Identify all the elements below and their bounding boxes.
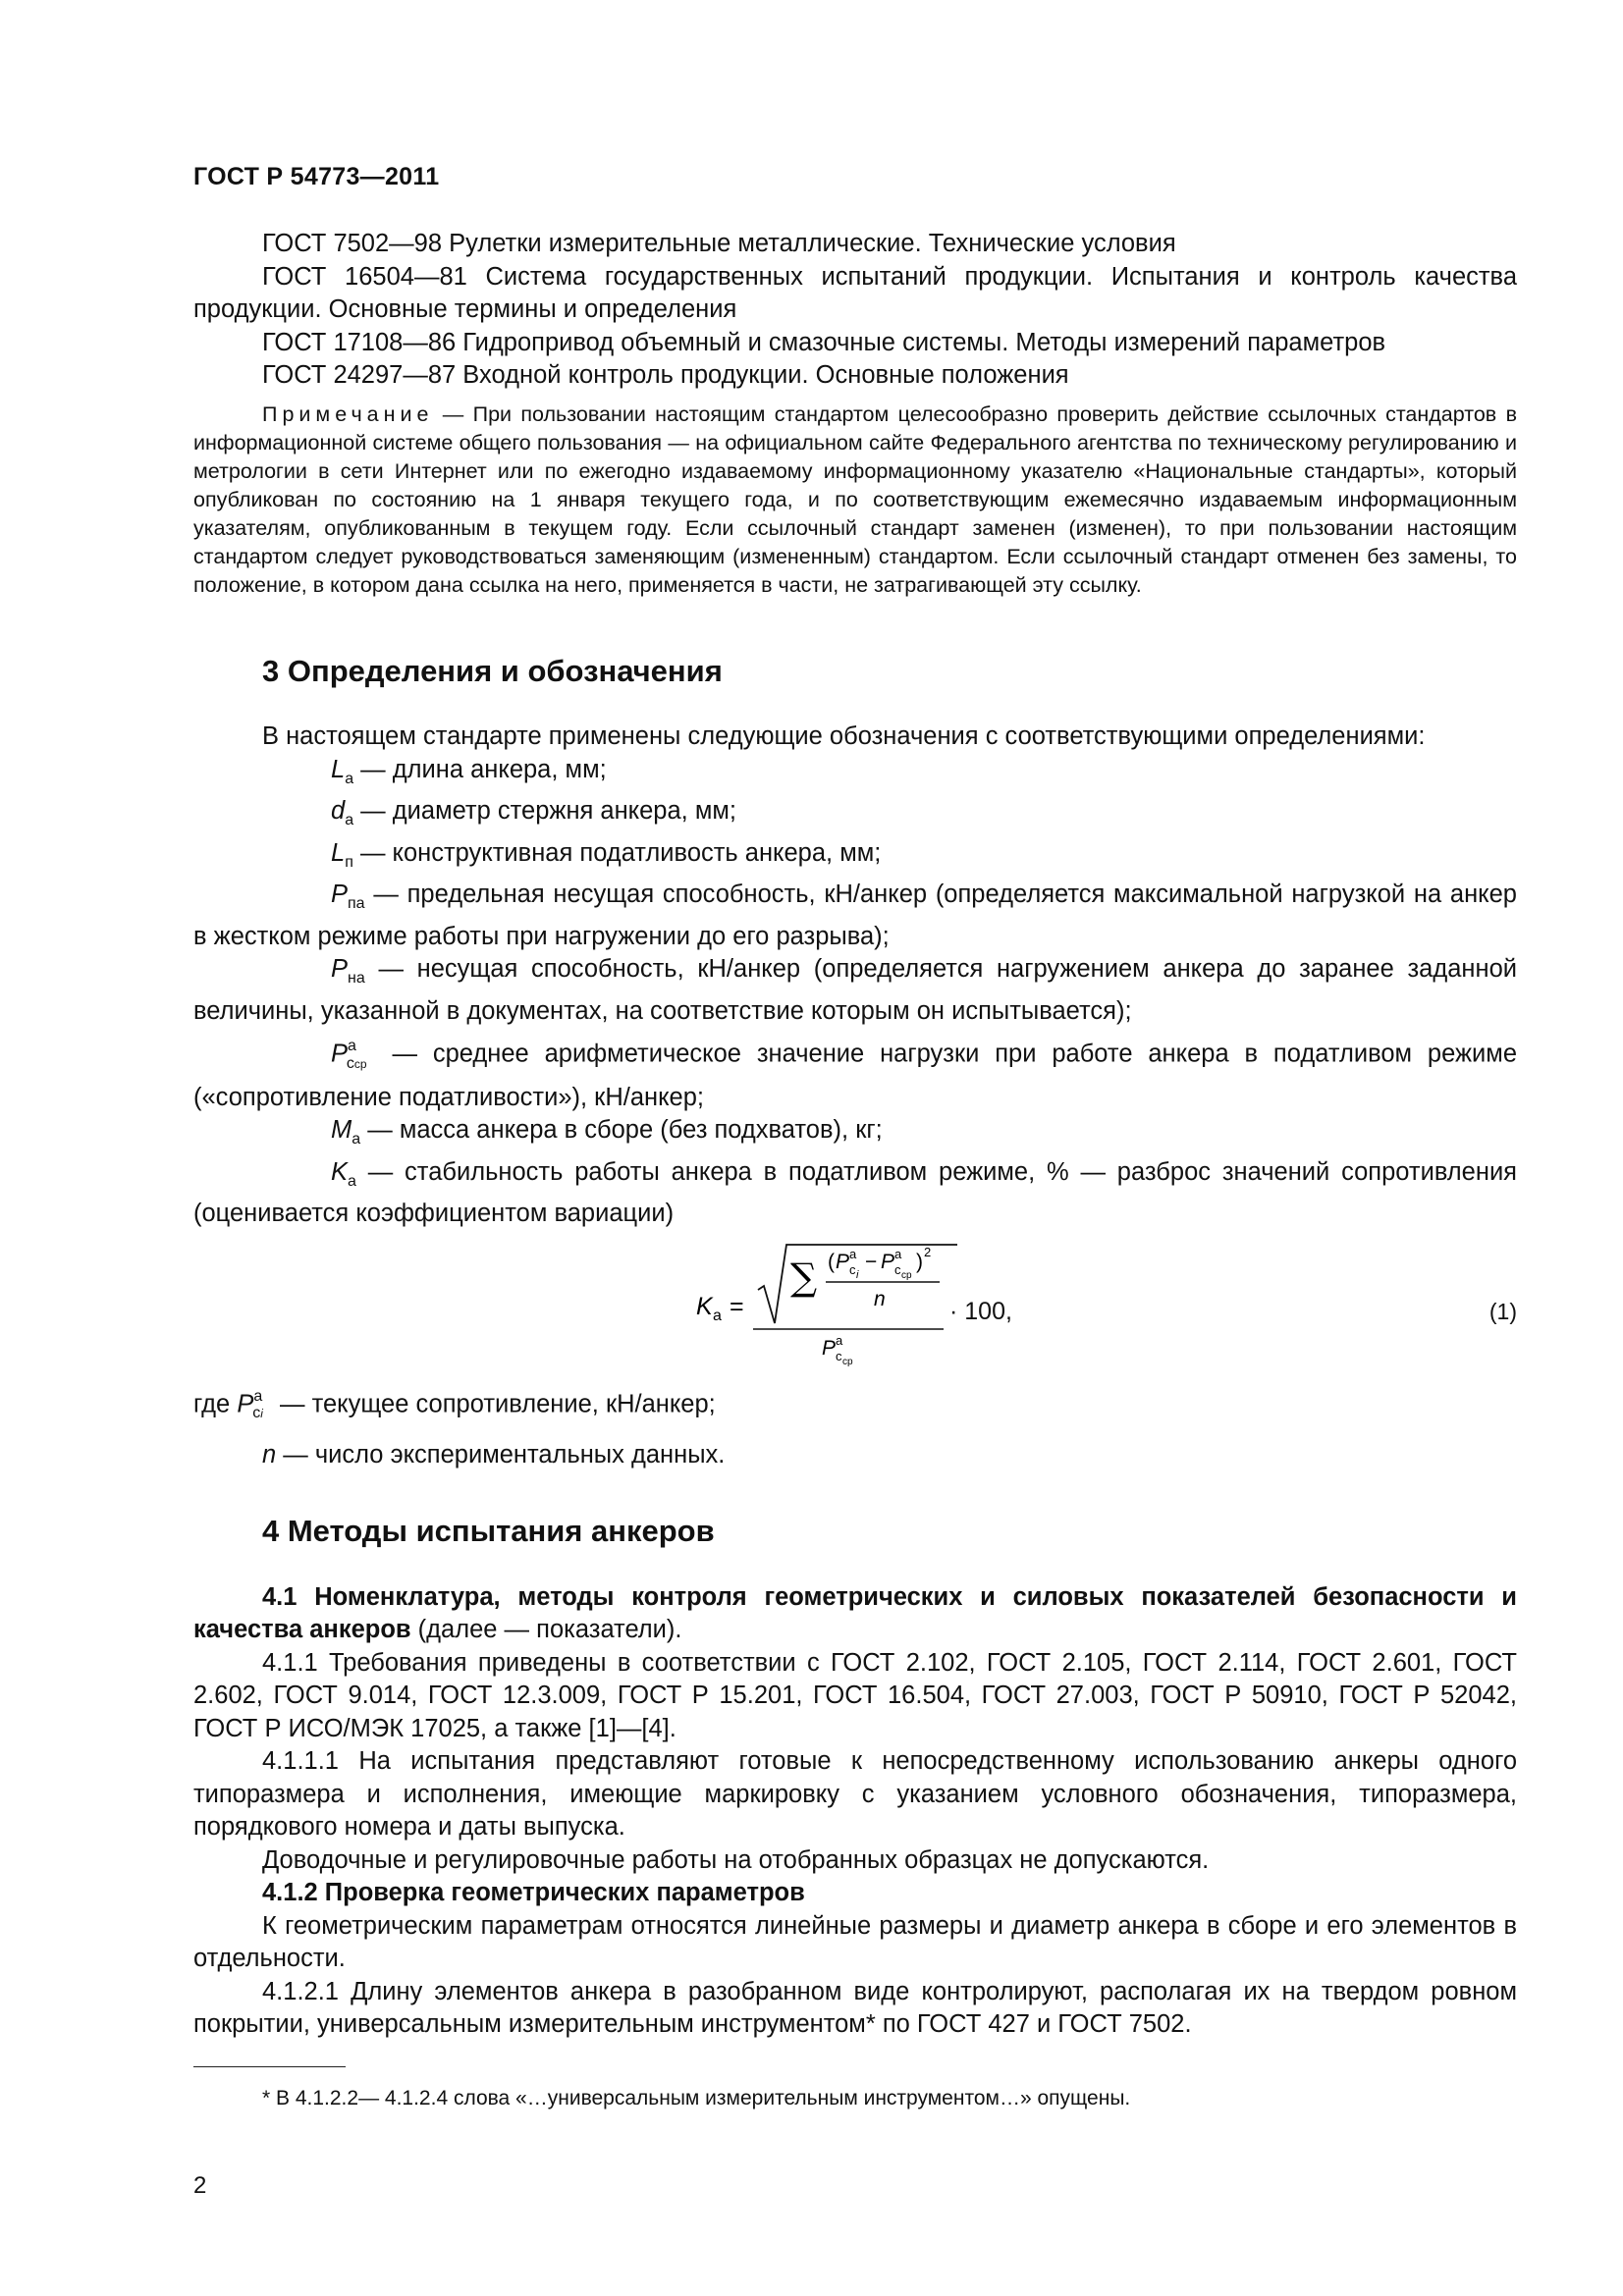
svg-text:с: с [849, 1261, 856, 1277]
svg-text:с: с [894, 1261, 901, 1277]
formula-tail: · 100, [949, 1297, 1012, 1325]
svg-text:∑: ∑ [790, 1255, 818, 1299]
svg-text:i: i [856, 1268, 859, 1281]
where-n: n — число экспериментальных данных. [262, 1440, 726, 1468]
footnote: * В 4.1.2.2— 4.1.2.4 слова «…универсальным измерительным инструментом…» опущены. [262, 2087, 1131, 2109]
clause-4-1-2-title: 4.1.2 Проверка геометрических параметров [262, 1879, 805, 1907]
svg-text:а: а [713, 1307, 722, 1324]
reference-item: ГОСТ 7502—98 Рулетки измерительные металлические. Технические условия [262, 230, 1176, 257]
svg-text:ср: ср [842, 1356, 853, 1367]
definition-la: $L_а$ — длина анкера, мм; [331, 755, 607, 787]
section-4-title: 4 Методы испытания анкеров [262, 1514, 715, 1549]
page-body [193, 228, 1517, 2042]
svg-text:P: P [836, 1250, 850, 1273]
where-pci: где $P^а_{сi}$ — текущее сопротивление, кН/анкер; [193, 1387, 716, 1422]
svg-text:а: а [836, 1332, 843, 1348]
definition-pna: $P_{па}$ — предельная несущая способность, кН/анкер (определяется максимальной нагрузкой на анкер в жестком режиме работы при нагружении до его разрыва); [193, 881, 1517, 950]
svg-text:а: а [894, 1246, 902, 1261]
svg-text:P: P [822, 1336, 837, 1360]
svg-text:=: = [730, 1292, 744, 1320]
svg-text:P: P [881, 1250, 895, 1273]
svg-text:−: − [865, 1250, 878, 1273]
section-3-intro: В настоящем стандарте применены следующие обозначения с соответствующими определениями: [262, 722, 1426, 750]
svg-text:ср: ср [901, 1269, 912, 1281]
definition-ka: $K_а$ — стабильность работы анкера в податливом режиме, % — разброс значений сопротивления (оценивается коэффициентом вариации) [193, 1157, 1517, 1228]
svg-text:n: n [874, 1287, 886, 1310]
page-header: ГОСТ Р 54773—2011 [193, 163, 440, 190]
definition-pnaa: $P_{на}$ — несущая способность, кН/анкер (определяется нагружением анкера до заранее заданной величины, указанной в документах, на соответствие которым он испытывается); [193, 955, 1517, 1025]
clause-4-1-1-1: 4.1.1.1 На испытания представляют готовые к непосредственному использованию анкеры одного типоразмера и исполнения, имеющие маркировку с указанием условного обозначения, типоразмера, порядкового номера и даты выпуска. [193, 1747, 1517, 1842]
section-3-title: 3 Определения и обозначения [262, 653, 723, 688]
reference-item: ГОСТ 24297—87 Входной контроль продукции. Основные положения [262, 361, 1069, 389]
svg-text:(: ( [828, 1250, 835, 1273]
svg-text:2: 2 [924, 1244, 932, 1259]
clause-4-1-1: 4.1.1 Требования приведены в соответствии с ГОСТ 2.102, ГОСТ 2.105, ГОСТ 2.114, ГОСТ 2.601, ГОСТ 2.602, ГОСТ 9.014, ГОСТ 12.3.009, ГОСТ Р 15.201, ГОСТ 16.504, ГОСТ 27.003, ГОСТ Р 50910, ГОСТ Р 52042, ГОСТ Р ИСО/МЭК 17025, а также [1]—[4]. [193, 1648, 1517, 1742]
note-paragraph [193, 400, 1517, 600]
clause-4-1: 4.1 Номенклатура, методы контроля геометрических и силовых показателей безопасности и качества анкеров (далее — показатели). [193, 1582, 1517, 1644]
note-label: Примечание [262, 401, 434, 426]
formula-graphic [193, 1239, 1517, 1376]
document-page [193, 0, 1517, 2296]
definition-da: $d_а$ — диаметр стержня анкера, мм; [331, 797, 736, 829]
clause-4-1-1-1-b: Доводочные и регулировочные работы на отобранных образцах не допускаются. [262, 1845, 1210, 1874]
formula-1 [193, 1239, 1517, 1376]
formula-number: (1) [1488, 1298, 1517, 1324]
page-number: 2 [193, 2172, 207, 2199]
svg-text:с: с [836, 1348, 842, 1363]
reference-item: ГОСТ 17108—86 Гидропривод объемный и смазочные системы. Методы измерений параметров [262, 328, 1386, 356]
definition-ln: $L_п$ — конструктивная податливость анкера, мм; [331, 838, 882, 871]
clause-4-1-2-1: 4.1.2.1 Длину элементов анкера в разобранном виде контролируют, располагая их на твердом ровном покрытии, универсальным измерительным инструментом* по ГОСТ 427 и ГОСТ 7502. [193, 1977, 1517, 2039]
definition-ma: $M_а$ — масса анкера в сборе (без подхватов), кг; [331, 1116, 883, 1148]
definition-pcp: $P^а_{сср}$ — среднее арифметическое значение нагрузки при работе анкера в податливом режиме («сопротивление податливости»), кН/анкер; [193, 1038, 1517, 1111]
clause-4-1-2-text: К геометрическим параметрам относятся линейные размеры и диаметр анкера в сборе и его элементов в отдельности. [193, 1911, 1517, 1973]
reference-item: ГОСТ 16504—81 Система государственных испытаний продукции. Испытания и контроль качества продукции. Основные термины и определения [193, 262, 1517, 323]
note-text: — При пользовании настоящим стандартом целесообразно проверить действие ссылочных стандартов в информационной системе общего пользования — на официальном сайте Федерального агентства по техническому регулированию и метрологии в сети Интернет или по ежегодно издаваемому информационному указателю «Национальные стандарты», который опубликован по состоянию на 1 января текущего года, и по соответствующим ежемесячно издаваемым информационным указателям, опубликованным в текущем году. Если ссылочный стандарт заменен (изменен), то при пользовании настоящим стандартом следует руководствоваться заменяющим (измененным) стандартом. Если ссылочный стандарт отменен без замены, то положение, в котором дана ссылка на него, применяется в части, не затрагивающей эту ссылку. [193, 401, 1517, 597]
svg-text:а: а [849, 1246, 857, 1261]
footnote-rule [193, 2066, 346, 2067]
svg-text:): ) [916, 1250, 923, 1273]
svg-text:K: K [696, 1292, 713, 1320]
